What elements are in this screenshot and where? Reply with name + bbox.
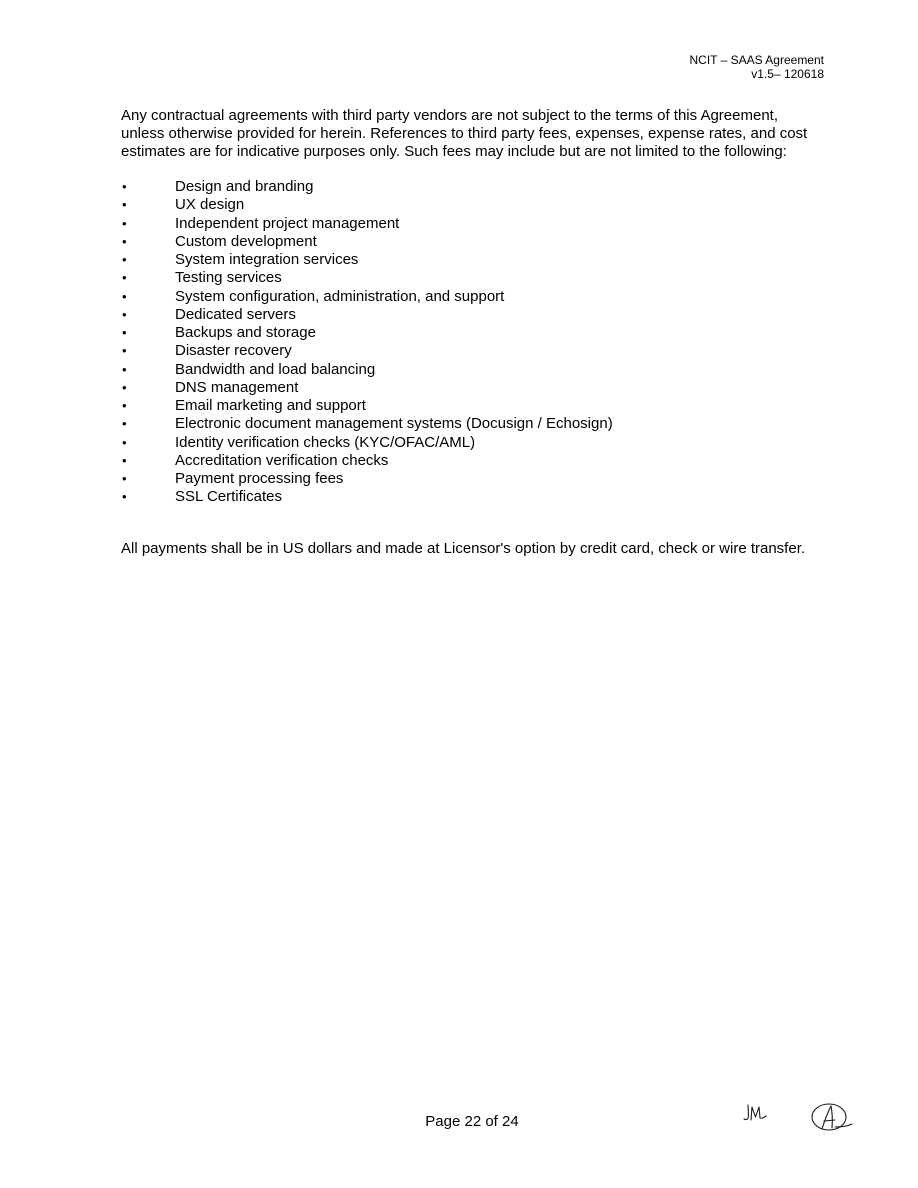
list-item-label: SSL Certificates	[175, 488, 282, 506]
bullet-icon: •	[122, 434, 127, 450]
list-item-label: UX design	[175, 196, 245, 214]
list-item	[121, 470, 613, 488]
list-item	[121, 178, 613, 196]
list-item	[121, 288, 613, 306]
page-header	[689, 53, 824, 81]
bullet-icon: •	[122, 379, 127, 395]
document-version: v1.5– 120618	[751, 67, 824, 81]
document-title: NCIT – SAAS Agreement	[689, 53, 824, 67]
list-item-label: System integration services	[175, 251, 359, 268]
initials-signatures	[738, 1096, 858, 1136]
payments-paragraph: All payments shall be in US dollars and made at Licensor's option by credit card, check or wire transfer.	[121, 540, 806, 557]
initials-jm-signature	[744, 1105, 766, 1120]
fee-list	[121, 178, 613, 507]
list-item-label: DNS management	[175, 378, 299, 396]
list-item-label: Disaster recovery	[175, 342, 292, 360]
bullet-icon: •	[122, 252, 127, 267]
list-item	[121, 306, 613, 324]
list-item	[121, 397, 613, 415]
list-item	[121, 452, 613, 470]
bullet-icon: •	[122, 361, 127, 377]
bullet-icon: •	[122, 270, 127, 286]
list-item-label: Design and branding	[175, 178, 314, 195]
list-item-label: System configuration, administration, and support	[175, 287, 505, 305]
list-item-label: Accreditation verification checks	[175, 451, 389, 469]
bullet-icon: •	[122, 288, 127, 304]
list-item	[121, 324, 613, 342]
initials-ad-signature	[812, 1104, 852, 1130]
bullet-icon: •	[122, 233, 127, 249]
list-item	[121, 434, 613, 452]
bullet-icon: •	[122, 452, 127, 468]
bullet-icon: •	[122, 471, 127, 486]
list-item-label: Payment processing fees	[175, 470, 344, 487]
list-item-label: Testing services	[175, 269, 282, 287]
list-item	[121, 488, 613, 506]
list-item	[121, 269, 613, 287]
intro-paragraph: Any contractual agreements with third party vendors are not subject to the terms of this Agreement, unless otherwise provided for herein. References to third party fees, expenses, expense rates, and cost estimates are for indicative purposes only. Such fees may include but are not limited to the following:	[121, 107, 808, 160]
list-item	[121, 415, 613, 433]
bullet-icon: •	[122, 343, 127, 359]
list-item	[121, 379, 613, 397]
list-item-label: Bandwidth and load balancing	[175, 360, 376, 378]
list-item-label: Email marketing and support	[175, 397, 366, 414]
list-item-label: Dedicated servers	[175, 305, 296, 323]
list-item-label: Electronic document management systems (Docusign / Echosign)	[175, 415, 613, 433]
bullet-icon: •	[122, 197, 127, 213]
bullet-icon: •	[122, 179, 127, 194]
bullet-icon: •	[122, 215, 127, 231]
bullet-icon: •	[122, 489, 127, 505]
list-item-label: Custom development	[175, 232, 317, 250]
page-number: Page 22 of 24	[425, 1113, 519, 1130]
bullet-icon: •	[122, 306, 127, 322]
list-item	[121, 233, 613, 251]
list-item	[121, 342, 613, 360]
list-item-label: Independent project management	[175, 214, 400, 232]
bullet-icon: •	[122, 325, 127, 340]
bullet-icon: •	[122, 398, 127, 413]
list-item	[121, 361, 613, 379]
bullet-icon: •	[122, 416, 127, 432]
list-item	[121, 196, 613, 214]
list-item	[121, 215, 613, 233]
list-item	[121, 251, 613, 269]
list-item-label: Identity verification checks (KYC/OFAC/AML)	[175, 433, 476, 451]
list-item-label: Backups and storage	[175, 324, 316, 341]
